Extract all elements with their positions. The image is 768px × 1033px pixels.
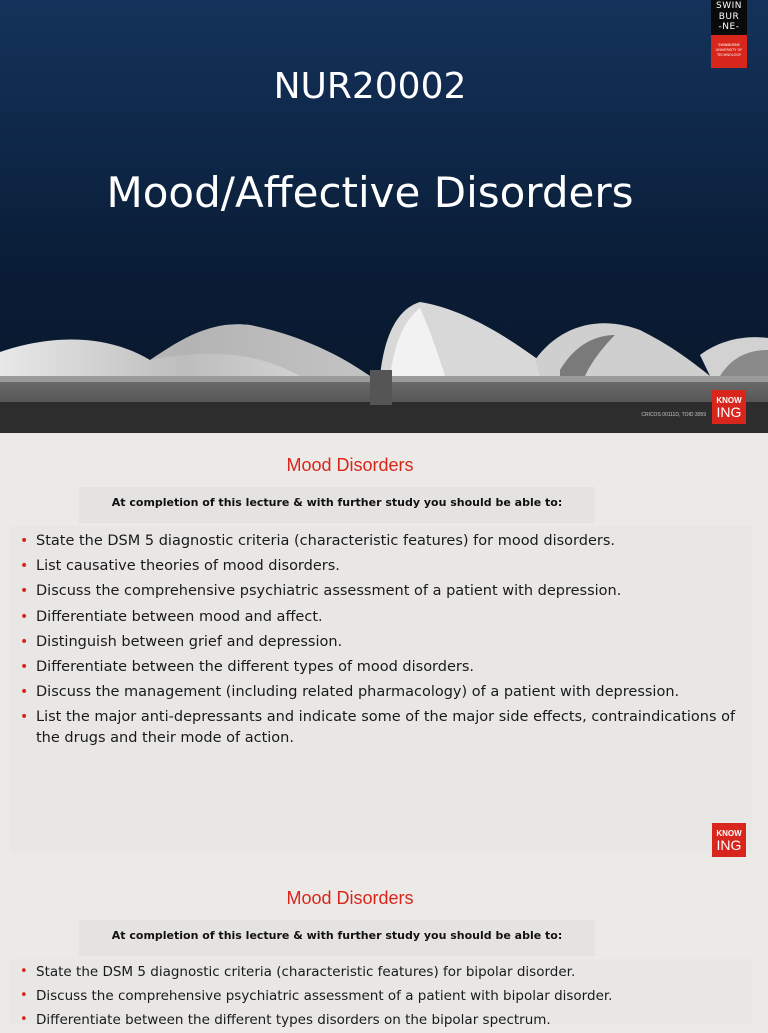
list-item: • State the DSM 5 diagnostic criteria (characteristic features) for mood disorders. xyxy=(20,531,740,552)
bullet-icon: • xyxy=(20,558,29,575)
objectives-slide-mood xyxy=(0,433,768,866)
list-item: • Distinguish between grief and depression. xyxy=(20,632,740,653)
list-item: • Differentiate between the different types disorders on the bipolar spectrum. xyxy=(20,1011,551,1028)
logo-line-1: SWIN xyxy=(716,1,742,11)
logo-line-3: -NE- xyxy=(718,22,740,32)
slide-title: Mood/Affective Disorders xyxy=(106,168,634,217)
slide-subheading: At completion of this lecture & with further study you should be able to: xyxy=(111,929,563,942)
subheading-box xyxy=(79,487,595,523)
knowing-bottom-text: ING xyxy=(716,837,742,853)
objectives-list xyxy=(20,962,740,1033)
slide-heading: Mood Disorders xyxy=(286,888,414,908)
knowing-logo xyxy=(712,390,746,424)
knowing-logo xyxy=(712,823,746,857)
subheading-box xyxy=(79,920,595,956)
bullet-icon: • xyxy=(20,709,29,726)
knowing-top-text: KNOW xyxy=(716,829,742,838)
bullet-icon: • xyxy=(20,684,29,701)
bullet-icon: • xyxy=(20,583,29,600)
list-item: • Discuss the management (including related pharmacology) of a patient with depression. xyxy=(20,682,740,703)
bullet-icon: • xyxy=(20,533,29,549)
list-item: • List the major anti-depressants and indicate some of the major side effects, contraindications of the drugs and their mode of action. xyxy=(20,709,736,746)
logo-line-2: BUR xyxy=(718,11,740,22)
bullet-icon: • xyxy=(20,964,28,979)
knowing-top-text: KNOW xyxy=(716,396,742,405)
title-slide xyxy=(0,0,768,433)
cricos-text: CRICOS 00111D, TOID 3059 xyxy=(641,412,706,418)
list-item: • Discuss the comprehensive psychiatric assessment of a patient with depression. xyxy=(20,581,740,602)
bullet-icon: • xyxy=(20,658,29,675)
list-item: • State the DSM 5 diagnostic criteria (characteristic features) for bipolar disorder. xyxy=(20,964,576,980)
bullet-icon: • xyxy=(20,608,29,625)
logo-subtext: SWINBURNE UNIVERSITY OF TECHNOLOGY xyxy=(711,35,747,68)
slide-heading: Mood Disorders xyxy=(286,455,414,475)
course-code: NUR20002 xyxy=(273,66,467,107)
list-item: • Discuss the comprehensive psychiatric assessment of a patient with bipolar disorder. xyxy=(20,987,613,1004)
knowing-bottom-text: ING xyxy=(716,404,742,420)
list-item: • List causative theories of mood disorders. xyxy=(20,556,740,577)
objectives-slide-bipolar xyxy=(0,866,768,1028)
bullet-icon: • xyxy=(20,1011,28,1027)
list-item: • Differentiate between mood and affect. xyxy=(20,607,740,628)
objectives-list xyxy=(20,531,740,753)
slide-subheading: At completion of this lecture & with further study you should be able to: xyxy=(111,496,563,509)
list-item: • Differentiate between the different types of mood disorders. xyxy=(20,657,740,678)
swinburne-logo xyxy=(711,0,747,68)
bullet-icon: • xyxy=(20,633,29,650)
bullet-icon: • xyxy=(20,987,28,1003)
